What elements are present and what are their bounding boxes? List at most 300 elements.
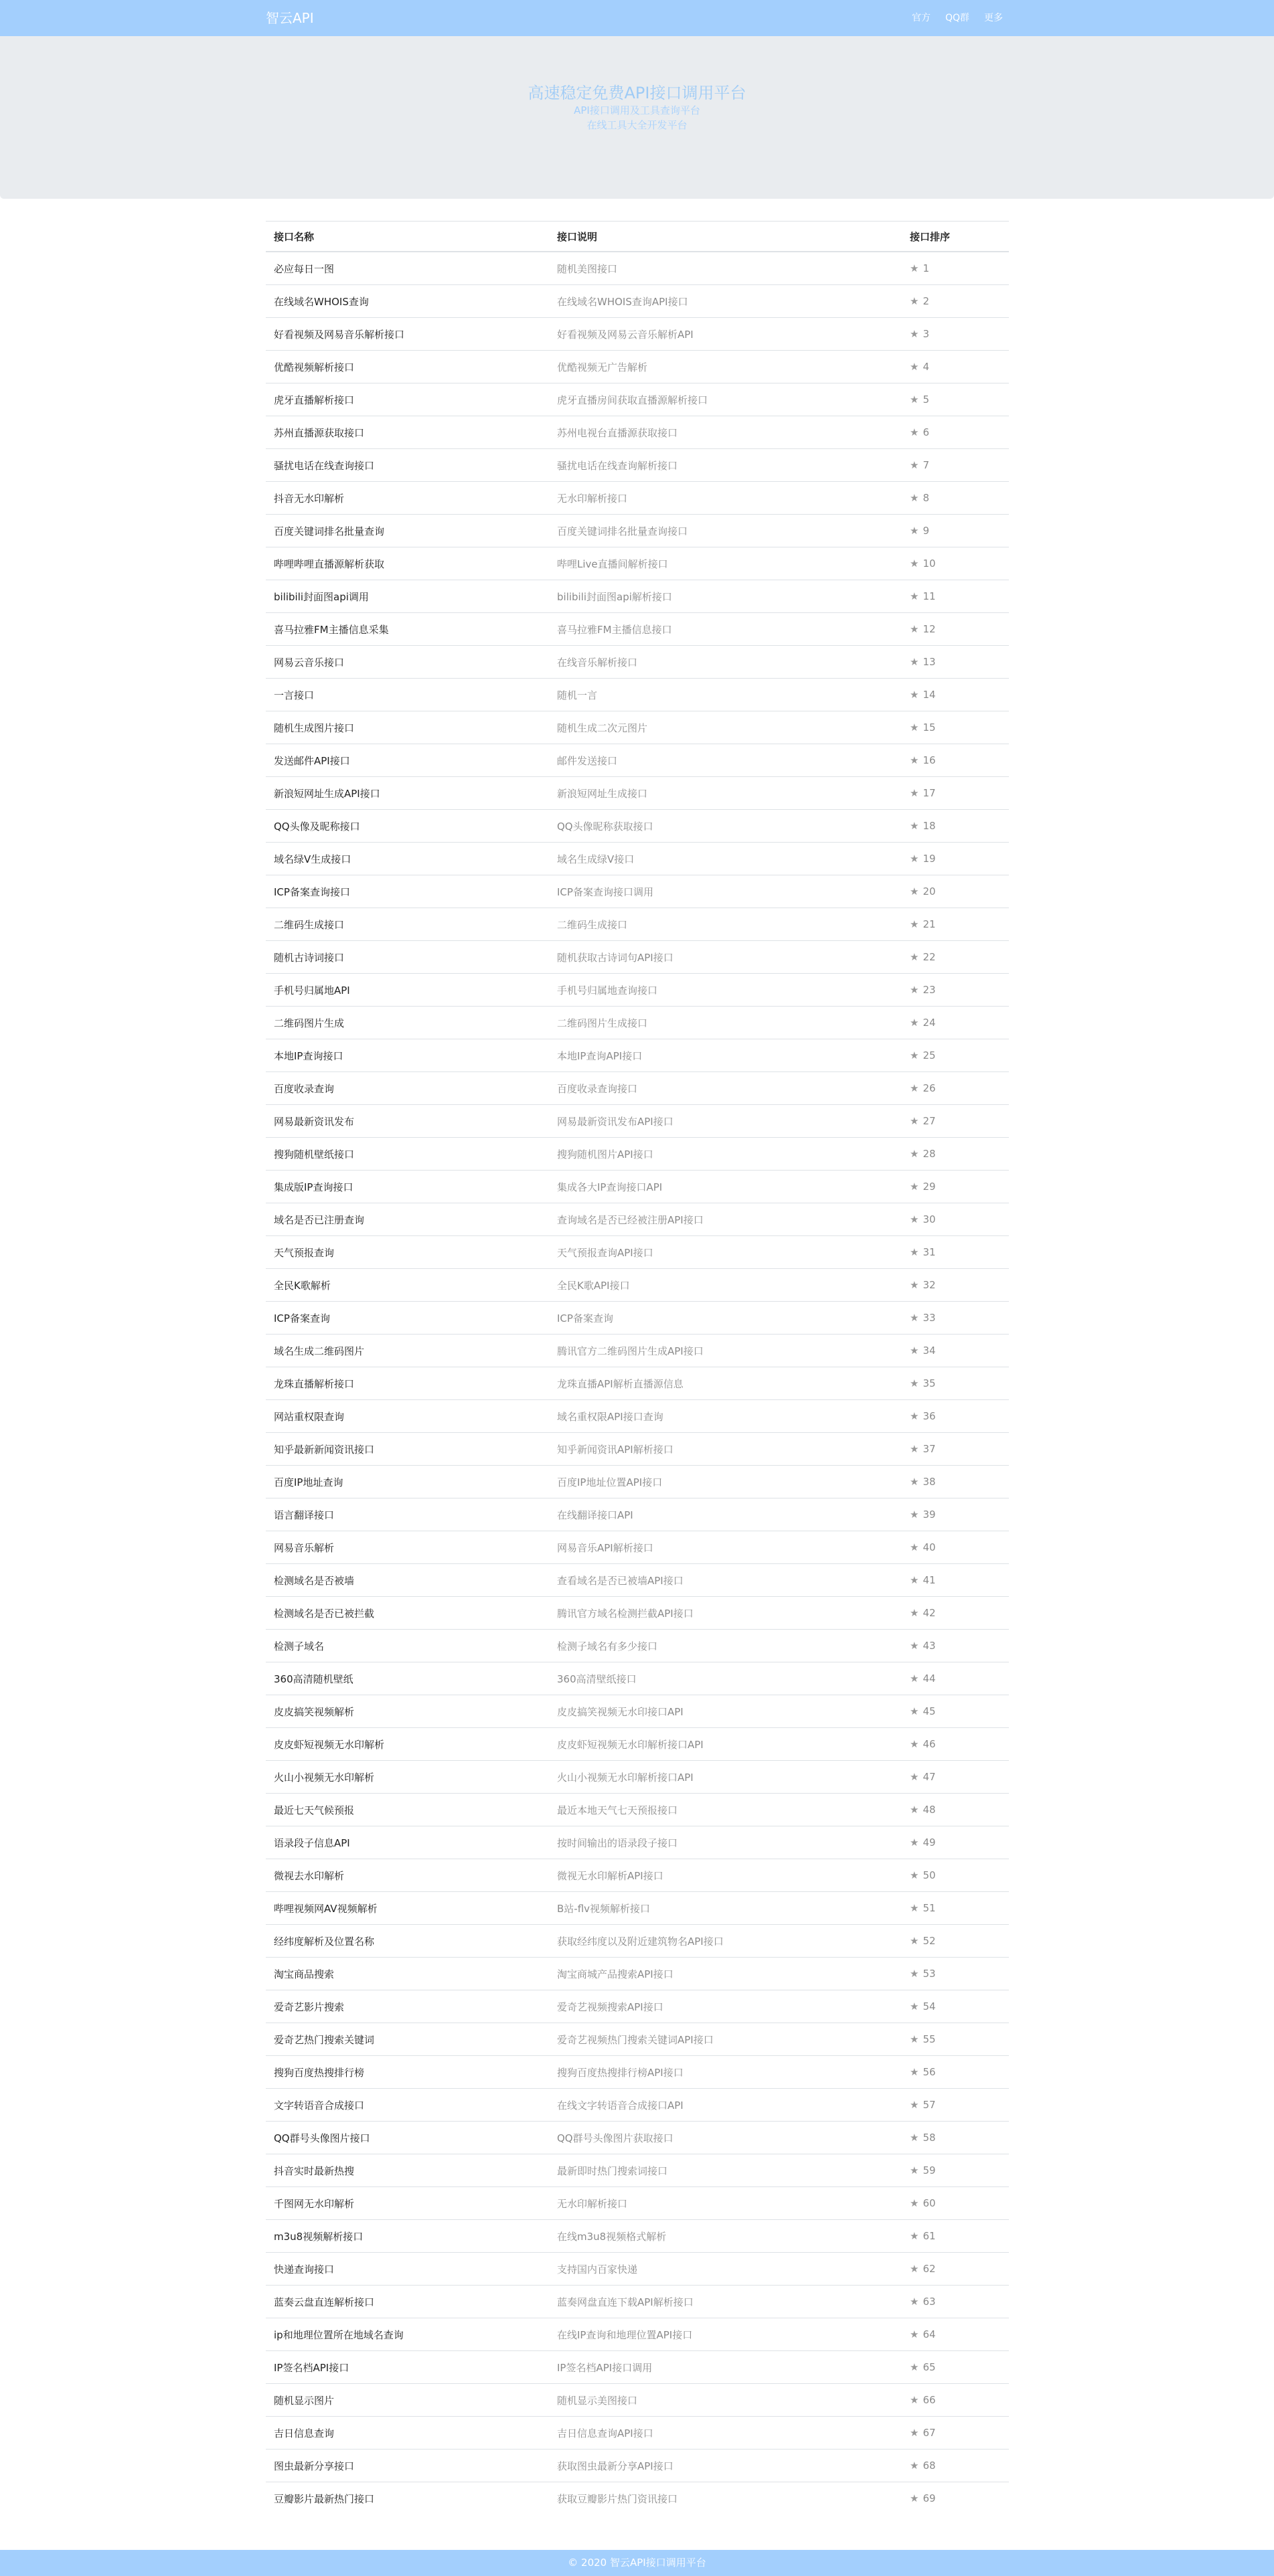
api-name-cell[interactable]: 淘宝商品搜索: [266, 1958, 549, 1990]
api-description-cell: QQ群号头像图片获取接口: [549, 2122, 902, 2154]
api-rank-cell: [902, 1597, 1009, 1630]
table-row[interactable]: [266, 580, 1009, 613]
rank-number: 52: [923, 1935, 936, 1947]
api-name-cell[interactable]: 抖音无水印解析: [266, 482, 549, 515]
rank-number: 48: [923, 1804, 936, 1816]
table-row[interactable]: [266, 2351, 1009, 2384]
api-name-cell[interactable]: QQ群号头像图片接口: [266, 2122, 549, 2154]
nav-link-qq-group[interactable]: QQ群: [945, 13, 969, 23]
api-name-cell[interactable]: 网站重权限查询: [266, 1400, 549, 1433]
table-row[interactable]: [266, 1466, 1009, 1498]
rank-number: 12: [923, 623, 936, 635]
api-rank-cell: [902, 1498, 1009, 1531]
api-name-cell[interactable]: 千图网无水印解析: [266, 2187, 549, 2220]
api-rank-cell: [902, 1990, 1009, 2023]
table-row[interactable]: [266, 1302, 1009, 1335]
table-row[interactable]: [266, 1498, 1009, 1531]
table-row[interactable]: [266, 679, 1009, 711]
api-name-cell[interactable]: 发送邮件API接口: [266, 744, 549, 777]
rank-number: 32: [923, 1279, 936, 1291]
star-icon: ★: [910, 689, 919, 701]
api-name-cell[interactable]: 随机显示图片: [266, 2384, 549, 2417]
table-row[interactable]: [266, 1269, 1009, 1302]
api-description-cell: 随机一言: [549, 679, 902, 711]
api-name-cell[interactable]: 经纬度解析及位置名称: [266, 1925, 549, 1958]
api-name-cell[interactable]: 抖音实时最新热搜: [266, 2154, 549, 2187]
api-name-cell[interactable]: 虎牙直播解析接口: [266, 383, 549, 416]
api-description-cell: 360高清壁纸接口: [549, 1662, 902, 1695]
api-rank-cell: [902, 2318, 1009, 2351]
star-icon: ★: [910, 2361, 919, 2373]
api-name-cell[interactable]: 快递查询接口: [266, 2253, 549, 2286]
api-name-cell[interactable]: 本地IP查询接口: [266, 1039, 549, 1072]
rank-number: 59: [923, 2164, 936, 2176]
api-rank-cell: [902, 1466, 1009, 1498]
rank-number: 4: [923, 361, 929, 373]
api-name-cell[interactable]: 新浪短网址生成API接口: [266, 777, 549, 810]
table-row[interactable]: [266, 2318, 1009, 2351]
api-description-cell: 支持国内百家快递: [549, 2253, 902, 2286]
api-name-cell[interactable]: 微视去水印解析: [266, 1859, 549, 1892]
star-icon: ★: [910, 2460, 919, 2472]
rank-number: 61: [923, 2230, 936, 2242]
api-description-cell: 检测子域名有多少接口: [549, 1630, 902, 1662]
table-row[interactable]: [266, 875, 1009, 908]
rank-number: 10: [923, 557, 936, 570]
table-row[interactable]: [266, 449, 1009, 482]
api-rank-cell: [902, 1203, 1009, 1236]
api-description-cell: 爱奇艺视频搜索API接口: [549, 1990, 902, 2023]
star-icon: ★: [910, 885, 919, 897]
header-api-name: 接口名称: [266, 222, 549, 252]
star-icon: ★: [910, 2066, 919, 2078]
api-name-cell[interactable]: 检测子域名: [266, 1630, 549, 1662]
star-icon: ★: [910, 1705, 919, 1717]
api-rank-cell: [902, 2253, 1009, 2286]
rank-number: 68: [923, 2460, 936, 2472]
star-icon: ★: [910, 1410, 919, 1422]
api-name-cell[interactable]: 搜狗随机壁纸接口: [266, 1138, 549, 1171]
table-row[interactable]: [266, 1597, 1009, 1630]
api-description-cell: 集成各大IP查询接口API: [549, 1171, 902, 1203]
rank-number: 47: [923, 1771, 936, 1783]
star-icon: ★: [910, 1377, 919, 1389]
api-name-cell[interactable]: 百度收录查询: [266, 1072, 549, 1105]
api-description-cell: 本地IP查询API接口: [549, 1039, 902, 1072]
api-name-cell[interactable]: 知乎最新新闻资讯接口: [266, 1433, 549, 1466]
star-icon: ★: [910, 590, 919, 602]
api-name-cell[interactable]: IP签名档API接口: [266, 2351, 549, 2384]
api-name-cell[interactable]: QQ头像及昵称接口: [266, 810, 549, 843]
rank-number: 30: [923, 1213, 936, 1225]
rank-number: 38: [923, 1476, 936, 1488]
table-row[interactable]: [266, 1630, 1009, 1662]
star-icon: ★: [910, 295, 919, 307]
table-row[interactable]: [266, 777, 1009, 810]
table-row[interactable]: [266, 1958, 1009, 1990]
api-name-cell[interactable]: 域名绿V生成接口: [266, 843, 549, 875]
api-rank-cell: [902, 2384, 1009, 2417]
api-description-cell: QQ头像昵称获取接口: [549, 810, 902, 843]
rank-number: 2: [923, 295, 929, 307]
api-rank-cell: [902, 1958, 1009, 1990]
table-row[interactable]: [266, 2122, 1009, 2154]
api-rank-cell: [902, 974, 1009, 1007]
api-name-cell[interactable]: 二维码生成接口: [266, 908, 549, 941]
table-row[interactable]: [266, 2384, 1009, 2417]
table-row[interactable]: [266, 2286, 1009, 2318]
api-description-cell: 蓝奏网盘直连下载API解析接口: [549, 2286, 902, 2318]
table-row[interactable]: [266, 1367, 1009, 1400]
api-name-cell[interactable]: bilibili封面图api调用: [266, 580, 549, 613]
api-name-cell[interactable]: 皮皮虾短视频无水印解析: [266, 1728, 549, 1761]
api-rank-cell: [902, 1695, 1009, 1728]
star-icon: ★: [910, 623, 919, 635]
api-description-cell: 全民K歌API接口: [549, 1269, 902, 1302]
star-icon: ★: [910, 394, 919, 406]
api-name-cell[interactable]: 检测域名是否被墙: [266, 1564, 549, 1597]
table-row[interactable]: [266, 744, 1009, 777]
api-name-cell[interactable]: m3u8视频解析接口: [266, 2220, 549, 2253]
table-row[interactable]: [266, 1007, 1009, 1039]
api-description-cell: 搜狗随机图片API接口: [549, 1138, 902, 1171]
api-name-cell[interactable]: 360高清随机壁纸: [266, 1662, 549, 1695]
api-rank-cell: [902, 2351, 1009, 2384]
rank-number: 50: [923, 1869, 936, 1881]
star-icon: ★: [910, 1345, 919, 1357]
table-row[interactable]: [266, 285, 1009, 318]
rank-number: 54: [923, 2000, 936, 2012]
table-row[interactable]: [266, 1335, 1009, 1367]
star-icon: ★: [910, 1607, 919, 1619]
star-icon: ★: [910, 492, 919, 504]
table-row[interactable]: [266, 1400, 1009, 1433]
table-row[interactable]: [266, 843, 1009, 875]
star-icon: ★: [910, 1836, 919, 1849]
table-row[interactable]: [266, 1892, 1009, 1925]
table-row[interactable]: [266, 2089, 1009, 2122]
api-rank-cell: [902, 449, 1009, 482]
api-name-cell[interactable]: 手机号归属地API: [266, 974, 549, 1007]
api-name-cell[interactable]: 在线域名WHOIS查询: [266, 285, 549, 318]
api-description-cell: 苏州电视台直播源获取接口: [549, 416, 902, 449]
table-row[interactable]: [266, 810, 1009, 843]
table-row[interactable]: [266, 1794, 1009, 1826]
api-name-cell[interactable]: 网易最新资讯发布: [266, 1105, 549, 1138]
api-name-cell[interactable]: 百度关键词排名批量查询: [266, 515, 549, 547]
api-name-cell[interactable]: 必应每日一图: [266, 252, 549, 285]
table-row[interactable]: [266, 1564, 1009, 1597]
table-row[interactable]: [266, 941, 1009, 974]
star-icon: ★: [910, 1869, 919, 1881]
table-row[interactable]: [266, 974, 1009, 1007]
api-rank-cell: [902, 1335, 1009, 1367]
api-description-cell: 腾讯官方二维码图片生成API接口: [549, 1335, 902, 1367]
star-icon: ★: [910, 1672, 919, 1685]
rank-number: 28: [923, 1148, 936, 1160]
api-rank-cell: [902, 941, 1009, 974]
api-name-cell[interactable]: 语录段子信息API: [266, 1826, 549, 1859]
api-name-cell[interactable]: 一言接口: [266, 679, 549, 711]
table-row[interactable]: [266, 2220, 1009, 2253]
rank-number: 35: [923, 1377, 936, 1389]
star-icon: ★: [910, 754, 919, 766]
navbar: [0, 0, 1274, 36]
api-name-cell[interactable]: 百度IP地址查询: [266, 1466, 549, 1498]
api-name-cell[interactable]: 蓝奏云盘直连解析接口: [266, 2286, 549, 2318]
star-icon: ★: [910, 2197, 919, 2209]
hero-subtitle-2: 在线工具大全开发平台: [586, 119, 688, 131]
api-name-cell[interactable]: 图虫最新分享接口: [266, 2450, 549, 2482]
hero-title: 高速稳定免费API接口调用平台: [528, 84, 746, 102]
api-rank-cell: [902, 2417, 1009, 2450]
rank-number: 39: [923, 1509, 936, 1521]
api-name-cell[interactable]: 网易音乐解析: [266, 1531, 549, 1564]
api-description-cell: 随机生成二次元图片: [549, 711, 902, 744]
api-description-cell: 查询域名是否已经被注册API接口: [549, 1203, 902, 1236]
api-rank-cell: [902, 810, 1009, 843]
star-icon: ★: [910, 1509, 919, 1521]
rank-number: 62: [923, 2263, 936, 2275]
api-name-cell[interactable]: 检测域名是否已被拦截: [266, 1597, 549, 1630]
rank-number: 56: [923, 2066, 936, 2078]
api-rank-cell: [902, 2286, 1009, 2318]
table-row[interactable]: [266, 318, 1009, 351]
api-rank-cell: [902, 2122, 1009, 2154]
api-description-cell: 网易音乐API解析接口: [549, 1531, 902, 1564]
star-icon: ★: [910, 2132, 919, 2144]
api-rank-cell: [902, 1662, 1009, 1695]
table-row[interactable]: [266, 1662, 1009, 1695]
api-description-cell: 在线域名WHOIS查询API接口: [549, 285, 902, 318]
api-rank-cell: [902, 711, 1009, 744]
api-rank-cell: [902, 2154, 1009, 2187]
api-name-cell[interactable]: 最近七天气候预报: [266, 1794, 549, 1826]
star-icon: ★: [910, 2230, 919, 2242]
star-icon: ★: [910, 2492, 919, 2504]
star-icon: ★: [910, 2164, 919, 2176]
brand-logo[interactable]: 智云API: [266, 10, 314, 26]
rank-number: 14: [923, 689, 936, 701]
table-row[interactable]: [266, 383, 1009, 416]
table-row[interactable]: [266, 2056, 1009, 2089]
star-icon: ★: [910, 1935, 919, 1947]
table-row[interactable]: [266, 416, 1009, 449]
api-name-cell[interactable]: 集成版IP查询接口: [266, 1171, 549, 1203]
api-name-cell[interactable]: 龙珠直播解析接口: [266, 1367, 549, 1400]
api-name-cell[interactable]: 天气预报查询: [266, 1236, 549, 1269]
star-icon: ★: [910, 1968, 919, 1980]
api-description-cell: ICP备案查询: [549, 1302, 902, 1335]
star-icon: ★: [910, 361, 919, 373]
table-row[interactable]: [266, 1138, 1009, 1171]
table-row[interactable]: [266, 2482, 1009, 2515]
table-row[interactable]: [266, 547, 1009, 580]
api-name-cell[interactable]: ICP备案查询: [266, 1302, 549, 1335]
table-row[interactable]: [266, 1728, 1009, 1761]
api-description-cell: 在线音乐解析接口: [549, 646, 902, 679]
api-name-cell[interactable]: 文字转语音合成接口: [266, 2089, 549, 2122]
table-row[interactable]: [266, 613, 1009, 646]
api-name-cell[interactable]: 骚扰电话在线查询接口: [266, 449, 549, 482]
rank-number: 33: [923, 1312, 936, 1324]
star-icon: ★: [910, 1574, 919, 1586]
api-description-cell: bilibili封面图api解析接口: [549, 580, 902, 613]
api-name-cell[interactable]: ip和地理位置所在地域名查询: [266, 2318, 549, 2351]
api-rank-cell: [902, 383, 1009, 416]
api-rank-cell: [902, 252, 1009, 285]
api-rank-cell: [902, 515, 1009, 547]
api-name-cell[interactable]: 域名生成二维码图片: [266, 1335, 549, 1367]
api-name-cell[interactable]: 皮皮搞笑视频解析: [266, 1695, 549, 1728]
rank-number: 45: [923, 1705, 936, 1717]
table-row[interactable]: [266, 1761, 1009, 1794]
rank-number: 26: [923, 1082, 936, 1094]
table-row[interactable]: [266, 2023, 1009, 2056]
api-name-cell[interactable]: 喜马拉雅FM主播信息采集: [266, 613, 549, 646]
api-rank-cell: [902, 1072, 1009, 1105]
api-rank-cell: [902, 2450, 1009, 2482]
api-name-cell[interactable]: 域名是否已注册查询: [266, 1203, 549, 1236]
table-row[interactable]: [266, 351, 1009, 383]
table-row[interactable]: [266, 1531, 1009, 1564]
api-description-cell: 爱奇艺视频热门搜索关键词API接口: [549, 2023, 902, 2056]
api-name-cell[interactable]: 搜狗百度热搜排行榜: [266, 2056, 549, 2089]
rank-number: 25: [923, 1049, 936, 1061]
table-row[interactable]: [266, 1433, 1009, 1466]
table-row[interactable]: [266, 1203, 1009, 1236]
table-row[interactable]: [266, 711, 1009, 744]
api-name-cell[interactable]: 随机生成图片接口: [266, 711, 549, 744]
table-row[interactable]: [266, 1105, 1009, 1138]
api-description-cell: 喜马拉雅FM主播信息接口: [549, 613, 902, 646]
star-icon: ★: [910, 1279, 919, 1291]
api-name-cell[interactable]: 哔哩哔哩直播源解析获取: [266, 547, 549, 580]
api-description-cell: 百度IP地址位置API接口: [549, 1466, 902, 1498]
table-row[interactable]: [266, 482, 1009, 515]
star-icon: ★: [910, 426, 919, 438]
api-name-cell[interactable]: 豆瓣影片最新热门接口: [266, 2482, 549, 2515]
rank-number: 42: [923, 1607, 936, 1619]
star-icon: ★: [910, 1312, 919, 1324]
api-rank-cell: [902, 1761, 1009, 1794]
api-name-cell[interactable]: 哔哩视频网AV视频解析: [266, 1892, 549, 1925]
api-description-cell: 域名生成绿V接口: [549, 843, 902, 875]
api-name-cell[interactable]: 语言翻译接口: [266, 1498, 549, 1531]
api-name-cell[interactable]: 爱奇艺影片搜索: [266, 1990, 549, 2023]
api-name-cell[interactable]: 二维码图片生成: [266, 1007, 549, 1039]
star-icon: ★: [910, 853, 919, 865]
star-icon: ★: [910, 1443, 919, 1455]
api-description-cell: 随机显示美图接口: [549, 2384, 902, 2417]
table-row[interactable]: [266, 1039, 1009, 1072]
api-description-cell: 在线文字转语音合成接口API: [549, 2089, 902, 2122]
api-description-cell: 获取经纬度以及附近建筑物名API接口: [549, 1925, 902, 1958]
nav-link-more[interactable]: 更多: [984, 13, 1003, 23]
table-row[interactable]: [266, 2154, 1009, 2187]
api-name-cell[interactable]: 好看视频及网易音乐解析接口: [266, 318, 549, 351]
rank-number: 64: [923, 2328, 936, 2340]
hero-banner: [0, 36, 1274, 199]
api-rank-cell: [902, 1794, 1009, 1826]
api-name-cell[interactable]: 优酷视频解析接口: [266, 351, 549, 383]
api-rank-cell: [902, 1105, 1009, 1138]
rank-number: 63: [923, 2296, 936, 2308]
table-row[interactable]: [266, 1859, 1009, 1892]
api-rank-cell: [902, 1007, 1009, 1039]
api-description-cell: 淘宝商城产品搜索API接口: [549, 1958, 902, 1990]
api-description-cell: 百度关键词排名批量查询接口: [549, 515, 902, 547]
rank-number: 5: [923, 394, 929, 406]
rank-number: 31: [923, 1246, 936, 1258]
api-name-cell[interactable]: 爱奇艺热门搜索关键词: [266, 2023, 549, 2056]
rank-number: 49: [923, 1836, 936, 1849]
star-icon: ★: [910, 1771, 919, 1783]
api-description-cell: 在线翻译接口API: [549, 1498, 902, 1531]
table-row[interactable]: [266, 252, 1009, 285]
api-rank-cell: [902, 1302, 1009, 1335]
table-row[interactable]: [266, 1826, 1009, 1859]
api-rank-cell: [902, 875, 1009, 908]
api-rank-cell: [902, 1236, 1009, 1269]
api-description-cell: 在线IP查询和地理位置API接口: [549, 2318, 902, 2351]
hero-subtitle: API接口调用及工具查询平台: [574, 104, 700, 116]
api-rank-cell: [902, 547, 1009, 580]
table-row[interactable]: [266, 1236, 1009, 1269]
table-row[interactable]: [266, 1171, 1009, 1203]
table-row[interactable]: [266, 1925, 1009, 1958]
table-row[interactable]: [266, 1695, 1009, 1728]
star-icon: ★: [910, 1017, 919, 1029]
api-rank-cell: [902, 2023, 1009, 2056]
api-rank-cell: [902, 744, 1009, 777]
api-name-cell[interactable]: 网易云音乐接口: [266, 646, 549, 679]
api-description-cell: 吉日信息查询API接口: [549, 2417, 902, 2450]
table-row[interactable]: [266, 646, 1009, 679]
rank-number: 37: [923, 1443, 936, 1455]
api-name-cell[interactable]: 吉日信息查询: [266, 2417, 549, 2450]
table-row[interactable]: [266, 2417, 1009, 2450]
rank-number: 36: [923, 1410, 936, 1422]
api-name-cell[interactable]: 全民K歌解析: [266, 1269, 549, 1302]
table-row[interactable]: [266, 1990, 1009, 2023]
api-rank-cell: [902, 351, 1009, 383]
table-row[interactable]: [266, 1072, 1009, 1105]
api-rank-cell: [902, 1400, 1009, 1433]
table-row[interactable]: [266, 515, 1009, 547]
api-name-cell[interactable]: 随机古诗词接口: [266, 941, 549, 974]
api-rank-cell: [902, 1269, 1009, 1302]
table-row[interactable]: [266, 2187, 1009, 2220]
api-description-cell: 腾讯官方域名检测拦截API接口: [549, 1597, 902, 1630]
table-row[interactable]: [266, 2253, 1009, 2286]
api-description-cell: 获取图虫最新分享API接口: [549, 2450, 902, 2482]
star-icon: ★: [910, 2328, 919, 2340]
api-name-cell[interactable]: 火山小视频无水印解析: [266, 1761, 549, 1794]
table-row[interactable]: [266, 908, 1009, 941]
star-icon: ★: [910, 262, 919, 274]
api-name-cell[interactable]: ICP备案查询接口: [266, 875, 549, 908]
rank-number: 40: [923, 1541, 936, 1553]
api-name-cell[interactable]: 苏州直播源获取接口: [266, 416, 549, 449]
api-description-cell: 无水印解析接口: [549, 2187, 902, 2220]
table-row[interactable]: [266, 2450, 1009, 2482]
star-icon: ★: [910, 984, 919, 996]
api-rank-cell: [902, 1564, 1009, 1597]
star-icon: ★: [910, 787, 919, 799]
api-description-cell: IP签名档API接口调用: [549, 2351, 902, 2384]
nav-link-official[interactable]: 官方: [911, 13, 931, 23]
